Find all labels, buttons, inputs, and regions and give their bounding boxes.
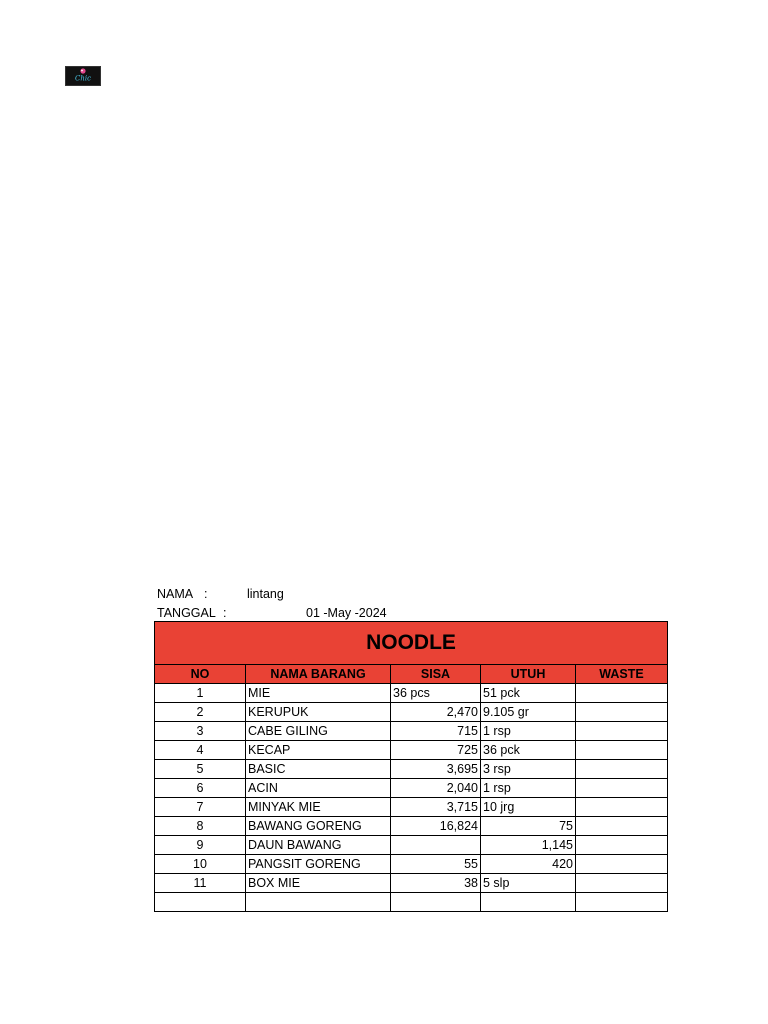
- cell-nama-barang[interactable]: ACIN: [246, 779, 391, 798]
- table-row: [155, 722, 668, 741]
- cell-utuh[interactable]: 1 rsp: [481, 779, 576, 798]
- cell-no[interactable]: 4: [155, 741, 246, 760]
- noodle-stock-table: [154, 621, 668, 912]
- table-title: NOODLE: [155, 622, 668, 665]
- nama-colon: :: [204, 587, 208, 601]
- cell-sisa[interactable]: 38: [391, 874, 481, 893]
- header-nama-barang: NAMA BARANG: [246, 665, 391, 684]
- cell-waste[interactable]: [576, 855, 668, 874]
- table-header-row: [155, 665, 668, 684]
- cell-waste[interactable]: [576, 874, 668, 893]
- cell-no[interactable]: [155, 893, 246, 912]
- cell-no[interactable]: 1: [155, 684, 246, 703]
- cell-sisa[interactable]: 725: [391, 741, 481, 760]
- cell-nama-barang[interactable]: [246, 893, 391, 912]
- cell-waste[interactable]: [576, 741, 668, 760]
- tanggal-label: TANGGAL: [157, 606, 216, 620]
- table-row: [155, 760, 668, 779]
- cell-sisa[interactable]: [391, 893, 481, 912]
- cell-sisa[interactable]: 3,695: [391, 760, 481, 779]
- cell-utuh[interactable]: 51 pck: [481, 684, 576, 703]
- cell-sisa[interactable]: [391, 836, 481, 855]
- cell-waste[interactable]: [576, 722, 668, 741]
- nama-value: lintang: [247, 587, 284, 601]
- brand-logo-graphic: [66, 67, 100, 85]
- cell-no[interactable]: 7: [155, 798, 246, 817]
- table-row: [155, 874, 668, 893]
- header-sisa: SISA: [391, 665, 481, 684]
- cell-no[interactable]: 6: [155, 779, 246, 798]
- cell-nama-barang[interactable]: MIE: [246, 684, 391, 703]
- cell-utuh[interactable]: 5 slp: [481, 874, 576, 893]
- table-row: [155, 836, 668, 855]
- table-row: [155, 703, 668, 722]
- table-row: [155, 798, 668, 817]
- svg-text:Chic: Chic: [74, 74, 92, 83]
- table-row: [155, 817, 668, 836]
- cell-utuh[interactable]: [481, 893, 576, 912]
- cell-utuh[interactable]: 9.105 gr: [481, 703, 576, 722]
- table-body: [155, 684, 668, 912]
- cell-nama-barang[interactable]: KERUPUK: [246, 703, 391, 722]
- table-row: [155, 684, 668, 703]
- tanggal-colon: :: [223, 606, 227, 620]
- cell-nama-barang[interactable]: PANGSIT GORENG: [246, 855, 391, 874]
- cell-nama-barang[interactable]: MINYAK MIE: [246, 798, 391, 817]
- header-waste: WASTE: [576, 665, 668, 684]
- cell-waste[interactable]: [576, 779, 668, 798]
- cell-sisa[interactable]: 2,040: [391, 779, 481, 798]
- cell-no[interactable]: 9: [155, 836, 246, 855]
- cell-utuh[interactable]: 1 rsp: [481, 722, 576, 741]
- cell-sisa[interactable]: 2,470: [391, 703, 481, 722]
- cell-waste[interactable]: [576, 703, 668, 722]
- cell-no[interactable]: 11: [155, 874, 246, 893]
- table-row: [155, 741, 668, 760]
- cell-utuh[interactable]: 420: [481, 855, 576, 874]
- nama-label: NAMA: [157, 587, 194, 601]
- cell-waste[interactable]: [576, 760, 668, 779]
- cell-sisa[interactable]: 55: [391, 855, 481, 874]
- cell-sisa[interactable]: 715: [391, 722, 481, 741]
- cell-utuh[interactable]: 1,145: [481, 836, 576, 855]
- cell-nama-barang[interactable]: BASIC: [246, 760, 391, 779]
- cell-waste[interactable]: [576, 836, 668, 855]
- cell-no[interactable]: 3: [155, 722, 246, 741]
- cell-no[interactable]: 2: [155, 703, 246, 722]
- cell-utuh[interactable]: 10 jrg: [481, 798, 576, 817]
- cell-nama-barang[interactable]: BOX MIE: [246, 874, 391, 893]
- cell-waste[interactable]: [576, 684, 668, 703]
- brand-logo: [65, 66, 101, 86]
- cell-sisa[interactable]: 36 pcs: [391, 684, 481, 703]
- cell-utuh[interactable]: 36 pck: [481, 741, 576, 760]
- cell-utuh[interactable]: 3 rsp: [481, 760, 576, 779]
- cell-nama-barang[interactable]: KECAP: [246, 741, 391, 760]
- cell-no[interactable]: 5: [155, 760, 246, 779]
- cell-sisa[interactable]: 3,715: [391, 798, 481, 817]
- cell-nama-barang[interactable]: BAWANG GORENG: [246, 817, 391, 836]
- table-row: [155, 779, 668, 798]
- cell-no[interactable]: 8: [155, 817, 246, 836]
- cell-waste[interactable]: [576, 798, 668, 817]
- cell-nama-barang[interactable]: CABE GILING: [246, 722, 391, 741]
- cell-waste[interactable]: [576, 893, 668, 912]
- cell-waste[interactable]: [576, 817, 668, 836]
- cell-utuh[interactable]: 75: [481, 817, 576, 836]
- table-row: [155, 855, 668, 874]
- header-no: NO: [155, 665, 246, 684]
- tanggal-value: 01 -May -2024: [306, 606, 387, 620]
- cell-no[interactable]: 10: [155, 855, 246, 874]
- cell-nama-barang[interactable]: DAUN BAWANG: [246, 836, 391, 855]
- table-row: [155, 893, 668, 912]
- header-utuh: UTUH: [481, 665, 576, 684]
- cell-sisa[interactable]: 16,824: [391, 817, 481, 836]
